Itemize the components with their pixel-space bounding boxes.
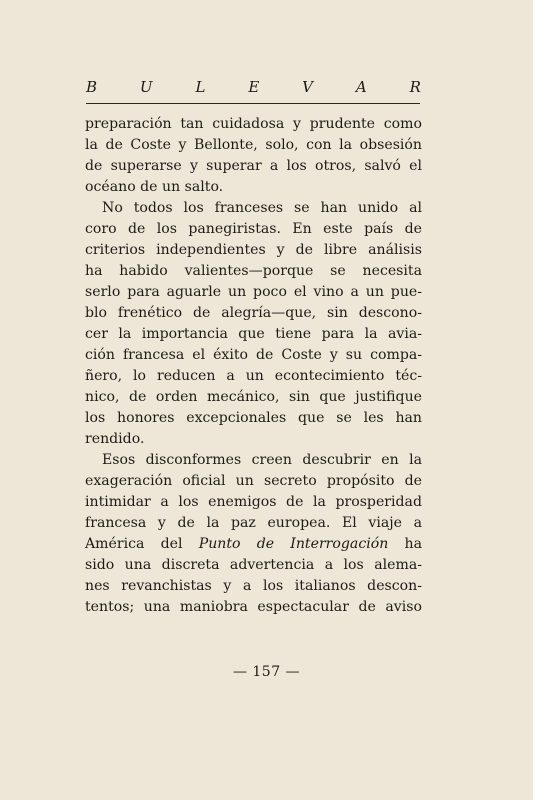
text-line: serlo para aguarle un poco el vino a un pue- <box>85 284 422 300</box>
text-line: nico, de orden mecánico, sin que justifique <box>85 389 422 405</box>
header-letter: E <box>248 78 261 96</box>
ship-name-italic: Punto de Interrogación <box>198 536 389 552</box>
header-letter: V <box>302 78 315 96</box>
text-line: la de Coste y Bellonte, solo, con la obsesión <box>85 137 422 153</box>
text-line: sido una discreta advertencia a los alema- <box>85 557 422 573</box>
text-line: intimidar a los enemigos de la prosperidad <box>85 494 422 510</box>
header-rule <box>86 103 420 104</box>
text-line: criterios independientes y de libre análisis <box>85 242 422 258</box>
text-line: coro de los panegiristas. En este país de <box>85 221 422 237</box>
text-line: francesa y de la paz europea. El viaje a <box>85 515 422 531</box>
text-line: No todos los franceses se han unido al <box>102 200 422 216</box>
text-line: de superarse y superar a los otros, salvó el <box>85 158 422 174</box>
text-line: preparación tan cuidadosa y prudente como <box>85 116 422 132</box>
text-fragment: América del <box>85 536 199 552</box>
paragraph-2 <box>85 198 422 450</box>
text-line-with-title <box>85 534 422 555</box>
text-line: Esos disconformes creen descubrir en la <box>102 452 422 468</box>
text-line: exageración oficial un secreto propósito de <box>85 473 422 489</box>
paragraph-3 <box>85 450 422 618</box>
text-line: ción francesa el éxito de Coste y su compa- <box>85 347 422 363</box>
text-line: rendido. <box>85 431 145 447</box>
text-line: nes revanchistas y a los italianos descon- <box>85 578 422 594</box>
text-line: los honores excepcionales que se les han <box>85 410 422 426</box>
text-line: océano de un salto. <box>85 179 224 195</box>
text-fragment: ha <box>388 536 422 552</box>
running-header <box>86 78 422 96</box>
header-letter: R <box>409 78 422 96</box>
text-line: tentos; una maniobra espectacular de aviso <box>85 599 422 615</box>
body-text <box>85 114 422 618</box>
header-letter: A <box>355 78 368 96</box>
text-line: blo frenético de alegría—que, sin descono- <box>85 305 422 321</box>
header-letter: U <box>139 78 154 96</box>
header-letter: L <box>195 78 207 96</box>
text-line: cer la importancia que tiene para la avia- <box>85 326 422 342</box>
text-line: ha habido valientes—porque se necesita <box>85 263 422 279</box>
header-letter: B <box>86 78 99 96</box>
text-line: ñero, lo reducen a un econtecimiento téc- <box>85 368 422 384</box>
page-number: — 157 — <box>232 664 301 680</box>
paragraph-1 <box>85 114 422 198</box>
